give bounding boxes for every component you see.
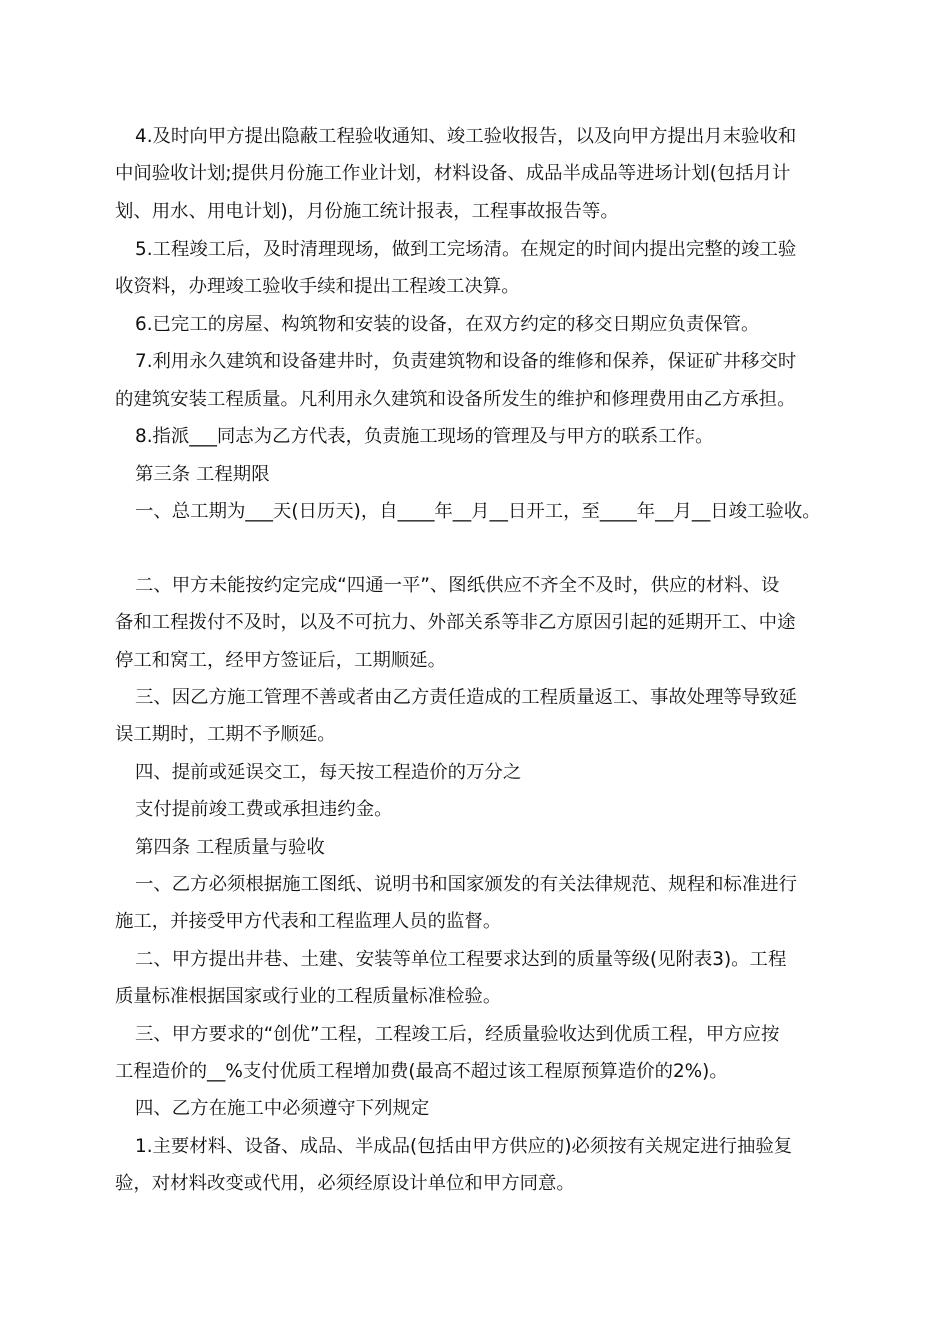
paragraph-line: 一、总工期为___天(日历天)，自____年__月__日开工，至____年__月__日竣工验收。 bbox=[135, 501, 821, 522]
paragraph-line: 8.指派___同志为乙方代表，负责施工现场的管理及与甲方的联系工作。 bbox=[135, 426, 714, 447]
paragraph-line: 4.及时向甲方提出隐蔽工程验收通知、竣工验收报告，以及向甲方提出月末验收和 bbox=[135, 126, 797, 147]
paragraph-line: 收资料，办理竣工验收手续和提出工程竣工决算。 bbox=[115, 276, 520, 297]
paragraph-line: 误工期时，工期不予顺延。 bbox=[115, 724, 336, 745]
paragraph-line: 三、因乙方施工管理不善或者由乙方责任造成的工程质量返工、事故处理等导致延 bbox=[135, 687, 798, 708]
paragraph-line: 四、乙方在施工中必须遵守下列规定 bbox=[135, 1098, 430, 1119]
paragraph-line: 5.工程竣工后，及时清理现场，做到工完场清。在规定的时间内提出完整的竣工验 bbox=[135, 239, 797, 260]
paragraph-line: 备和工程拨付不及时，以及不可抗力、外部关系等非乙方原因引起的延期开工、中途 bbox=[115, 612, 796, 633]
paragraph-line: 6.已完工的房屋、构筑物和安装的设备，在双方约定的移交日期应负责保管。 bbox=[135, 314, 760, 335]
paragraph-line: 四、提前或延误交工，每天按工程造价的万分之 bbox=[135, 762, 522, 783]
paragraph-line: 施工，并接受甲方代表和工程监理人员的监督。 bbox=[115, 911, 502, 932]
section-heading: 第三条 工程期限 bbox=[135, 464, 270, 485]
paragraph-line: 二、甲方提出井巷、土建、安装等单位工程要求达到的质量等级(见附表3)。工程 bbox=[135, 949, 787, 970]
paragraph-line: 三、甲方要求的“创优”工程，工程竣工后，经质量验收达到优质工程，甲方应按 bbox=[135, 1024, 780, 1045]
paragraph-line: 停工和窝工，经甲方签证后，工期顺延。 bbox=[115, 650, 447, 671]
paragraph-line: 1.主要材料、设备、成品、半成品(包括由甲方供应的)必须按有关规定进行抽验复 bbox=[135, 1136, 793, 1157]
paragraph-line: 质量标准根据国家或行业的工程质量标准检验。 bbox=[115, 986, 502, 1007]
paragraph-line: 支付提前竣工费或承担违约金。 bbox=[135, 799, 393, 820]
paragraph-line: 中间验收计划;提供月份施工作业计划，材料设备、成品半成品等进场计划(包括月计 bbox=[115, 163, 791, 184]
section-heading: 第四条 工程质量与验收 bbox=[135, 837, 325, 858]
paragraph-line: 7.利用永久建筑和设备建井时，负责建筑物和设备的维修和保养，保证矿井移交时 bbox=[135, 351, 797, 372]
paragraph-line: 验，对材料改变或代用，必须经原设计单位和甲方同意。 bbox=[115, 1173, 575, 1194]
paragraph-line: 一、乙方必须根据施工图纸、说明书和国家颁发的有关法律规范、规程和标准进行 bbox=[135, 874, 798, 895]
paragraph-line: 划、用水、用电计划)，月份施工统计报表，工程事故报告等。 bbox=[115, 201, 619, 222]
paragraph-line: 二、甲方未能按约定完成“四通一平”、图纸供应不齐全不及时，供应的材料、设 bbox=[135, 575, 780, 596]
paragraph-line: 的建筑安装工程质量。凡利用永久建筑和设备所发生的维护和修理费用由乙方承担。 bbox=[115, 389, 796, 410]
paragraph-line: 工程造价的__%支付优质工程增加费(最高不超过该工程原预算造价的2%)。 bbox=[115, 1061, 728, 1082]
